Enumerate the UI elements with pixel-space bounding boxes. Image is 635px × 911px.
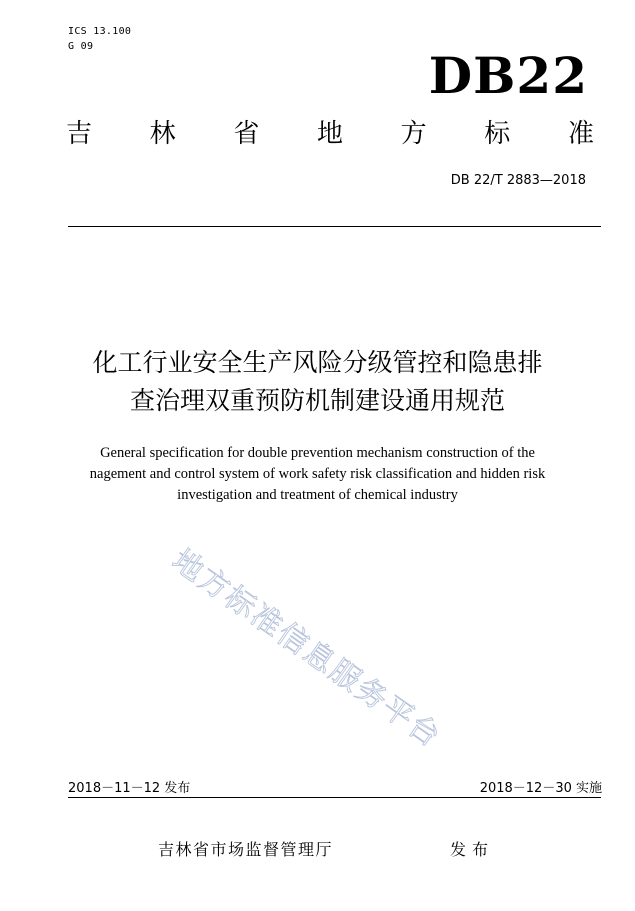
english-title-line: nagement and control system of work safety risk classification and hidden risk [89,466,546,482]
watermark-text: 地方标准信息服务平台 [165,542,448,756]
chinese-title-line: 化工行业安全生产风险分级管控和隐患排 [92,348,543,377]
category-char: 吉 [66,119,93,149]
category-char: 地 [316,119,343,149]
standard-logo: DB22 [428,46,588,105]
english-title-line: investigation and treatment of chemical industry [177,487,458,503]
ics-code: ICS 13.100 [68,26,132,37]
english-title-line: General specification for double prevention mechanism construction of the [100,445,535,461]
category-char: 林 [149,119,176,149]
standard-number: DB 22/T 2883—2018 [450,173,586,188]
implementation-date: 2018－12－30 实施 [479,781,602,796]
publisher: 吉林省市场监督管理厅 [158,840,334,859]
publish-label: 发布 [450,840,495,859]
category-char: 省 [233,119,260,149]
category-char: 准 [567,119,594,149]
chinese-title-line: 查治理双重预防机制建设通用规范 [129,386,505,415]
ccs-code: G 09 [68,41,94,52]
footer-divider [68,797,601,798]
category-char: 标 [484,119,511,149]
header-divider [68,226,601,227]
standard-category [66,116,594,152]
english-title [40,443,595,506]
issue-date: 2018－11－12 发布 [68,781,191,796]
classification-codes [68,24,131,54]
chinese-title [0,344,635,420]
category-char: 方 [400,119,427,149]
